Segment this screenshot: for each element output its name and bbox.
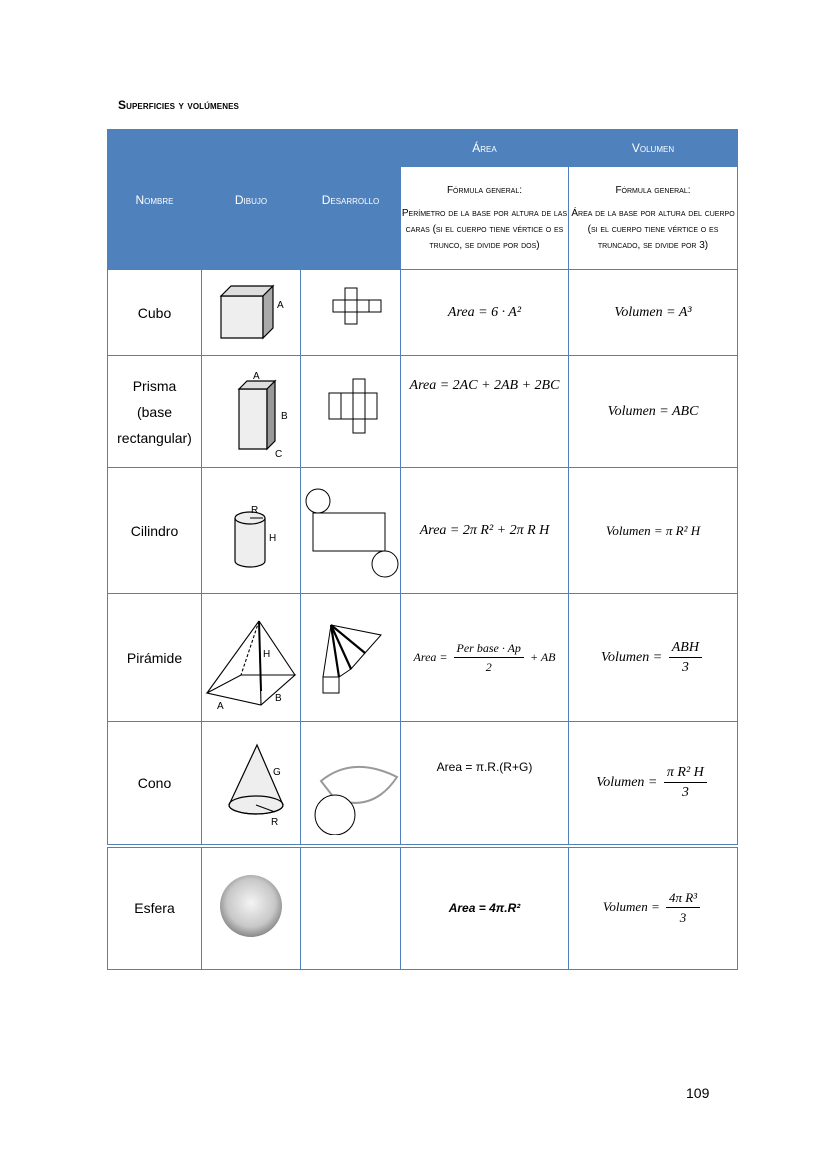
name-line: Prisma [132,377,177,394]
fraction-denominator: 3 [679,910,687,926]
prism-drawing [202,356,301,468]
fraction-numerator: Per base · Ap [454,641,524,658]
area-formula: Area = 6 · A² [401,270,569,356]
header-volumen: Volumen [569,130,738,167]
table-row [108,846,738,970]
area-formula [401,594,569,722]
label-h: H [269,533,277,544]
prism-net-icon [303,359,399,459]
row-name: Cono [108,722,202,846]
label-h: H [263,649,271,660]
area-formula: Area = 2AC + 2AB + 2BC [401,356,569,468]
volume-formula [569,594,738,722]
fraction-numerator: 4π R³ [666,890,700,908]
volume-formula: Volumen = ABC [569,356,738,468]
name-line: (base [136,403,173,420]
fraction-numerator: π R² H [664,765,707,783]
header-dibujo: Dibujo [202,130,301,270]
table-row [108,270,738,356]
table-row [108,594,738,722]
name-line: rectangular) [117,429,192,446]
formula-left: Volumen = [601,649,663,665]
row-name: Esfera [108,846,202,970]
fraction [454,641,524,675]
cylinder-drawing [202,468,301,594]
pyramid-net-icon [303,595,399,715]
header-desarrollo: Desarrollo [301,130,401,270]
fraction-numerator: ABH [669,640,702,658]
row-name [108,356,202,468]
volumen-general-desc: Área de la base por altura del cuerpo (si el cuerpo tiene vértice o es truncado, se divide por 3) [571,207,735,251]
row-name: Pirámide [108,594,202,722]
fraction-denominator: 3 [681,659,689,675]
area-general-cell [401,167,569,270]
prism-icon [203,359,299,459]
fraction [664,765,707,801]
label-c: C [275,449,283,459]
cube-drawing [202,270,301,356]
cube-net [301,270,401,356]
volume-formula [569,846,738,970]
fraction [666,890,700,926]
area-formula: Area = 2π R² + 2π R H [401,468,569,594]
cube-icon [203,270,299,350]
formula-left: Volumen = [602,899,660,915]
volumen-general-label: Fórmula general: [615,184,691,196]
label-r: R [251,505,259,516]
cylinder-net-icon [303,468,399,588]
cone-net-icon [303,725,399,835]
header-area: Área [401,130,569,167]
pyramid-net [301,594,401,722]
formula-left: Area = [413,649,448,664]
label-a: A [277,300,284,311]
header-nombre: Nombre [108,130,202,270]
formula-right: + AB [529,649,556,664]
page-title: Superficies y volúmenes [118,98,239,112]
sphere-icon [203,866,299,946]
area-formula: Area = 4π.R² [401,846,569,970]
pyramid-icon [203,595,299,715]
label-a: A [217,701,224,712]
volume-formula [569,722,738,846]
cone-net [301,722,401,846]
area-general-label: Fórmula general: [446,184,523,196]
label-g: G [273,767,281,779]
formulas-table [107,129,738,970]
pyramid-drawing [202,594,301,722]
fraction-denominator: 2 [485,659,492,674]
table-row [108,356,738,468]
volume-formula: Volumen = π R² H [569,468,738,594]
sphere-net-empty [301,846,401,970]
table-row [108,468,738,594]
label-r: R [271,817,279,829]
fraction-denominator: 3 [681,784,689,800]
page-number: 109 [686,1085,710,1101]
label-a: A [253,371,260,382]
fraction [669,640,702,676]
label-b: B [281,411,288,422]
area-general-desc: Perímetro de la base por altura de las caras (si el cuerpo tiene vértice o es trunco, se divide por dos) [401,207,568,251]
sphere-drawing [202,846,301,970]
label-b: B [275,693,282,704]
row-name: Cubo [108,270,202,356]
volumen-general-cell [569,167,738,270]
volume-formula: Volumen = A³ [569,270,738,356]
cylinder-net [301,468,401,594]
cube-net-icon [303,270,399,350]
cone-icon [203,725,299,835]
area-formula: Area = π.R.(R+G) [401,722,569,846]
formula-left: Volumen = [596,774,658,790]
table-row [108,722,738,846]
prism-net [301,356,401,468]
row-name: Cilindro [108,468,202,594]
cone-drawing [202,722,301,846]
cylinder-icon [203,473,299,583]
